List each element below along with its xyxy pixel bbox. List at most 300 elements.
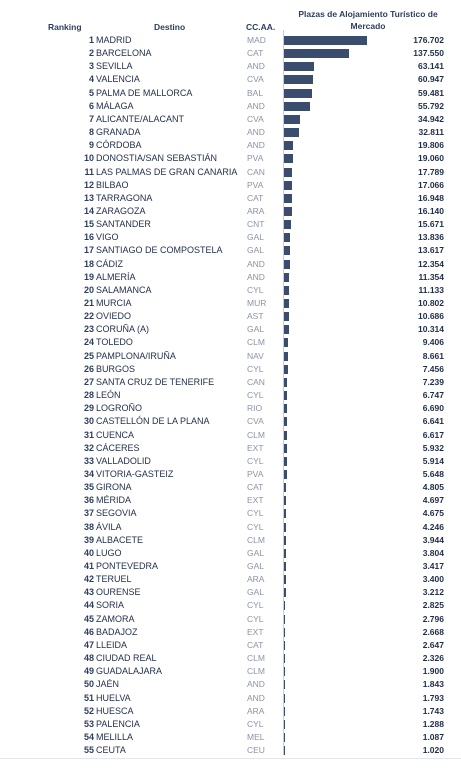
- value-label: 3.400: [422, 574, 444, 585]
- destination-label: BARCELONA: [96, 48, 152, 59]
- destination-label: SORIA: [96, 600, 125, 611]
- table-row: [0, 258, 461, 271]
- value-label: 63.141: [418, 61, 444, 72]
- bar-mark: [284, 746, 285, 755]
- rank-label: 22: [83, 311, 94, 322]
- rank-label: 29: [83, 403, 94, 414]
- value-label: 3.212: [422, 587, 444, 598]
- destination-label: LEÓN: [96, 390, 121, 401]
- rank-label: 52: [83, 705, 94, 716]
- table-row: [0, 429, 461, 442]
- rank-label: 38: [83, 521, 94, 532]
- destination-label: VIGO: [96, 232, 119, 243]
- destination-label: MURCIA: [96, 298, 132, 308]
- destination-label: ZAMORA: [96, 613, 135, 624]
- table-row: [0, 350, 461, 363]
- region-label: CYL: [247, 390, 264, 401]
- region-label: ARA: [247, 705, 265, 716]
- table-row: [0, 599, 461, 612]
- header-ranking: Ranking: [48, 22, 82, 32]
- value-label: 4.697: [422, 495, 444, 506]
- table-row: [0, 652, 461, 665]
- bar-mark: [284, 141, 293, 150]
- rank-label: 17: [83, 245, 94, 256]
- bar-mark: [284, 654, 285, 663]
- region-label: CAT: [247, 639, 264, 650]
- region-label: BAL: [247, 87, 264, 98]
- bar-mark: [284, 680, 285, 689]
- region-label: EXT: [247, 626, 264, 637]
- value-label: 1.087: [422, 731, 444, 742]
- table-row: [0, 376, 461, 389]
- table-row: [0, 139, 461, 152]
- table-row: [0, 47, 461, 60]
- bar-mark: [284, 352, 288, 361]
- table-row: [0, 639, 461, 652]
- rank-label: 18: [83, 258, 94, 269]
- region-label: CVA: [247, 113, 264, 124]
- value-label: 1.743: [422, 705, 444, 716]
- region-label: CLM: [247, 666, 265, 677]
- value-label: 13.836: [418, 232, 444, 243]
- value-label: 1.020: [422, 745, 444, 756]
- rank-label: 37: [83, 508, 94, 519]
- bar-mark: [284, 431, 287, 440]
- table-row: [0, 152, 461, 165]
- rank-label: 54: [83, 731, 94, 742]
- bar-mark: [284, 36, 367, 45]
- bar-mark: [284, 615, 285, 624]
- rank-label: 44: [83, 600, 94, 611]
- value-label: 34.942: [418, 113, 444, 124]
- rank-label: 5: [88, 87, 94, 98]
- value-label: 1.843: [422, 679, 444, 690]
- destination-label: VITORIA-GASTEIZ: [96, 468, 174, 479]
- value-label: 3.944: [422, 534, 444, 545]
- region-label: RIO: [247, 403, 263, 414]
- rank-label: 48: [83, 653, 94, 664]
- bar-mark: [284, 168, 292, 177]
- destination-label: TOLEDO: [96, 337, 133, 348]
- region-label: CLM: [247, 337, 265, 348]
- rank-label: 13: [83, 192, 94, 203]
- region-label: PVA: [247, 153, 264, 164]
- bar-mark: [284, 62, 314, 71]
- table-row: [0, 60, 461, 73]
- destination-label: ZARAGOZA: [96, 205, 146, 216]
- bar-mark: [284, 601, 285, 610]
- header-plazas-line2: Mercado: [350, 21, 386, 31]
- rank-label: 40: [83, 547, 94, 558]
- value-label: 16.140: [418, 205, 444, 216]
- region-label: AND: [247, 692, 265, 703]
- region-label: GAL: [247, 324, 265, 335]
- table-row: [0, 297, 461, 310]
- value-label: 4.805: [422, 482, 444, 493]
- table-row: [0, 692, 461, 705]
- table-row: [0, 573, 461, 586]
- value-label: 1.288: [422, 718, 444, 729]
- bar-mark: [284, 365, 288, 374]
- rank-label: 21: [83, 298, 94, 308]
- rank-label: 27: [83, 376, 94, 387]
- destination-label: CASTELLÓN DE LA PLANA: [96, 416, 210, 427]
- region-label: AND: [247, 258, 265, 269]
- destination-label: TERUEL: [96, 574, 132, 585]
- destination-label: ÁVILA: [96, 521, 122, 532]
- destination-label: OURENSE: [96, 587, 141, 598]
- destination-label: ALBACETE: [96, 534, 144, 545]
- rank-label: 45: [83, 613, 94, 624]
- rank-label: 1: [88, 35, 94, 45]
- value-label: 32.811: [418, 127, 444, 138]
- table-row: [0, 284, 461, 297]
- region-label: MEL: [247, 731, 265, 742]
- destination-label: ALMERÍA: [96, 271, 136, 282]
- table-row: [0, 481, 461, 494]
- rank-label: 12: [83, 179, 94, 190]
- bar-mark: [284, 457, 287, 466]
- destination-label: SEGOVIA: [96, 508, 137, 519]
- destination-label: PALMA DE MALLORCA: [96, 87, 193, 98]
- region-label: CAT: [247, 192, 264, 203]
- bar-mark: [284, 575, 286, 584]
- region-label: ARA: [247, 574, 265, 585]
- rank-label: 51: [83, 692, 94, 703]
- region-label: AST: [247, 311, 264, 322]
- value-label: 3.804: [422, 547, 444, 558]
- region-label: CYL: [247, 613, 264, 624]
- value-label: 10.686: [418, 311, 444, 322]
- table-row: [0, 271, 461, 284]
- value-label: 7.239: [422, 376, 444, 387]
- rank-label: 53: [83, 718, 94, 729]
- bar-mark: [284, 720, 285, 729]
- bar-mark: [284, 115, 300, 124]
- destination-label: MÁLAGA: [96, 100, 134, 111]
- destination-label: GRANADA: [96, 127, 141, 138]
- value-label: 11.133: [418, 284, 444, 295]
- region-label: MAD: [247, 35, 266, 45]
- region-label: CYL: [247, 521, 264, 532]
- region-label: CLM: [247, 534, 265, 545]
- value-label: 2.647: [422, 639, 444, 650]
- rank-label: 47: [83, 639, 94, 650]
- rank-label: 26: [83, 363, 94, 374]
- rank-label: 6: [88, 100, 94, 111]
- destination-label: MELILLA: [96, 731, 134, 742]
- region-label: CAT: [247, 482, 264, 493]
- rank-label: 41: [83, 561, 94, 571]
- table-row: [0, 87, 461, 100]
- region-label: AND: [247, 61, 265, 72]
- destination-label: CIUDAD REAL: [96, 653, 157, 664]
- bar-mark: [284, 220, 291, 229]
- destination-label: JAÉN: [96, 679, 120, 690]
- value-label: 6.747: [422, 390, 444, 401]
- value-label: 13.617: [418, 245, 444, 256]
- table-row: [0, 744, 461, 757]
- value-label: 2.668: [422, 626, 444, 637]
- rank-label: 23: [83, 324, 94, 335]
- value-label: 2.825: [422, 600, 444, 611]
- rank-label: 50: [83, 679, 94, 690]
- region-label: GAL: [247, 547, 265, 558]
- destination-label: VALLADOLID: [96, 455, 151, 466]
- bar-mark: [284, 417, 287, 426]
- region-label: CYL: [247, 363, 264, 374]
- region-label: GAL: [247, 561, 265, 571]
- table-row: [0, 626, 461, 639]
- bar-mark: [284, 588, 286, 597]
- bar-mark: [284, 509, 286, 518]
- value-label: 4.246: [422, 521, 444, 532]
- table-row: [0, 73, 461, 86]
- region-label: GAL: [247, 245, 265, 256]
- destination-label: MADRID: [96, 35, 132, 45]
- region-label: NAV: [247, 350, 264, 361]
- destination-label: GIRONA: [96, 482, 132, 493]
- destination-label: LUGO: [96, 547, 122, 558]
- bar-mark: [284, 89, 312, 98]
- region-label: CAN: [247, 166, 265, 177]
- region-label: PVA: [247, 179, 264, 190]
- table-row: [0, 363, 461, 376]
- bar-mark: [284, 102, 310, 111]
- table-row: [0, 310, 461, 323]
- value-label: 9.406: [422, 337, 444, 348]
- value-label: 16.948: [418, 192, 444, 203]
- destination-label: CÓRDOBA: [96, 140, 142, 151]
- region-label: CLM: [247, 429, 265, 440]
- rank-label: 4: [88, 74, 94, 85]
- bar-mark: [284, 562, 286, 571]
- table-row: [0, 468, 461, 481]
- value-label: 5.648: [422, 468, 444, 479]
- region-label: ARA: [247, 205, 265, 216]
- table-row: [0, 113, 461, 126]
- value-label: 5.932: [422, 442, 444, 453]
- table-row: [0, 718, 461, 731]
- region-label: GAL: [247, 587, 265, 598]
- bar-mark: [284, 667, 285, 676]
- region-label: CEU: [247, 745, 265, 756]
- rank-label: 46: [83, 626, 94, 637]
- bar-mark: [284, 207, 292, 216]
- value-label: 7.456: [422, 363, 444, 374]
- destination-label: CÁDIZ: [96, 258, 123, 269]
- region-label: CYL: [247, 718, 264, 729]
- bar-mark: [284, 325, 289, 334]
- rank-label: 10: [83, 153, 94, 164]
- bar-mark: [284, 338, 288, 347]
- bar-mark: [284, 312, 289, 321]
- region-label: AND: [247, 100, 265, 111]
- table-row: [0, 613, 461, 626]
- bar-mark: [284, 470, 287, 479]
- destination-label: PONTEVEDRA: [96, 561, 159, 571]
- bar-mark: [284, 707, 285, 716]
- region-label: CVA: [247, 74, 264, 85]
- value-label: 17.789: [418, 166, 444, 177]
- value-label: 1.900: [422, 666, 444, 677]
- table-row: [0, 244, 461, 257]
- table-row: [0, 586, 461, 599]
- region-label: AND: [247, 140, 265, 151]
- region-label: CYL: [247, 600, 264, 611]
- rank-label: 42: [83, 574, 94, 585]
- region-label: GAL: [247, 232, 265, 243]
- value-label: 8.661: [422, 350, 444, 361]
- rank-label: 31: [83, 429, 94, 440]
- destination-label: MÉRIDA: [96, 495, 132, 506]
- table-row: [0, 389, 461, 402]
- header-ccaa: CC.AA.: [246, 22, 276, 32]
- rank-label: 39: [83, 534, 94, 545]
- rank-label: 9: [88, 140, 94, 151]
- bar-mark: [284, 483, 286, 492]
- destination-label: SANTA CRUZ DE TENERIFE: [96, 376, 215, 387]
- destination-label: OVIEDO: [96, 311, 132, 322]
- table-row: [0, 665, 461, 678]
- destination-label: PAMPLONA/IRUÑA: [96, 350, 176, 361]
- region-label: AND: [247, 679, 265, 690]
- value-label: 1.793: [422, 692, 444, 703]
- destination-label: PALENCIA: [96, 718, 140, 729]
- table-row: [0, 126, 461, 139]
- value-label: 10.802: [418, 298, 444, 308]
- rank-label: 7: [88, 113, 94, 124]
- region-label: CAT: [247, 48, 264, 59]
- rank-label: 3: [88, 61, 94, 72]
- bar-mark: [284, 549, 286, 558]
- bar-mark: [284, 404, 287, 413]
- value-label: 17.066: [418, 179, 444, 190]
- value-label: 15.671: [418, 219, 444, 230]
- region-label: CYL: [247, 508, 264, 519]
- value-label: 6.617: [422, 429, 444, 440]
- table-row: [0, 323, 461, 336]
- region-label: CYL: [247, 284, 264, 295]
- destination-label: SANTANDER: [96, 219, 151, 230]
- region-label: CYL: [247, 455, 264, 466]
- bar-mark: [284, 181, 292, 190]
- bar-mark: [284, 128, 299, 137]
- table-row: [0, 455, 461, 468]
- header-plazas-line1: Plazas de Alojamiento Turístico de: [298, 9, 438, 19]
- value-label: 137.550: [413, 48, 444, 59]
- value-label: 176.702: [413, 35, 444, 45]
- destination-label: ALICANTE/ALACANT: [96, 113, 185, 124]
- header-destino: Destino: [154, 22, 186, 32]
- destination-label: LOGROÑO: [96, 403, 143, 414]
- region-label: MUR: [247, 298, 267, 308]
- table-row: [0, 402, 461, 415]
- rank-label: 15: [83, 219, 94, 230]
- rank-label: 49: [83, 666, 94, 677]
- region-label: CVA: [247, 416, 264, 427]
- table-row: [0, 705, 461, 718]
- bar-mark: [284, 286, 289, 295]
- bar-mark: [284, 233, 290, 242]
- bar-mark: [284, 523, 286, 532]
- region-label: EXT: [247, 495, 264, 506]
- rank-label: 20: [83, 284, 94, 295]
- table-row: [0, 442, 461, 455]
- value-label: 19.060: [418, 153, 444, 164]
- destination-label: BURGOS: [96, 363, 136, 374]
- bar-mark: [284, 299, 289, 308]
- destination-label: SANTIAGO DE COMPOSTELA: [96, 245, 223, 256]
- rank-label: 35: [83, 482, 94, 493]
- bar-mark: [284, 496, 286, 505]
- value-label: 19.806: [418, 140, 444, 151]
- region-label: CLM: [247, 653, 265, 664]
- table-row: [0, 231, 461, 244]
- destination-label: TARRAGONA: [96, 192, 153, 203]
- region-label: AND: [247, 271, 265, 282]
- rank-label: 30: [83, 416, 94, 427]
- table-row: [0, 678, 461, 691]
- table-row: [0, 192, 461, 205]
- rank-label: 43: [83, 587, 94, 598]
- destination-label: CEUTA: [96, 745, 126, 756]
- value-label: 6.641: [422, 416, 444, 427]
- value-label: 55.792: [418, 100, 444, 111]
- destination-label: LLEIDA: [96, 639, 128, 650]
- rank-label: 14: [83, 205, 94, 216]
- value-label: 60.947: [418, 74, 444, 85]
- table-row: [0, 166, 461, 179]
- bar-mark: [284, 378, 287, 387]
- rank-label: 28: [83, 390, 94, 401]
- destination-label: CORUÑA (A): [96, 324, 150, 335]
- bar-mark: [284, 536, 286, 545]
- region-label: AND: [247, 127, 265, 138]
- table-row: [0, 34, 461, 47]
- value-label: 12.354: [418, 258, 444, 269]
- destination-label: GUADALAJARA: [96, 666, 163, 677]
- bar-mark: [284, 694, 285, 703]
- bar-mark: [284, 391, 287, 400]
- destination-label: DONOSTIA/SAN SEBASTIÁN: [96, 153, 218, 164]
- table-row: [0, 100, 461, 113]
- rank-label: 34: [83, 468, 94, 479]
- table-row: [0, 521, 461, 534]
- bar-mark: [284, 194, 292, 203]
- destination-label: SALAMANCA: [96, 284, 152, 295]
- table-row: [0, 218, 461, 231]
- bar-mark: [284, 260, 290, 269]
- region-label: EXT: [247, 442, 264, 453]
- destination-label: BILBAO: [96, 179, 129, 190]
- bar-mark: [284, 246, 290, 255]
- value-label: 3.417: [422, 561, 444, 571]
- rank-label: 24: [83, 337, 94, 348]
- table-row: [0, 415, 461, 428]
- rank-label: 55: [83, 745, 94, 756]
- table-row: [0, 507, 461, 520]
- rank-label: 16: [83, 232, 94, 243]
- value-label: 11.354: [418, 271, 444, 282]
- destination-label: HUESCA: [96, 705, 134, 716]
- bottom-divider: [0, 758, 461, 759]
- region-label: PVA: [247, 468, 264, 479]
- rank-label: 36: [83, 495, 94, 506]
- table-row: [0, 336, 461, 349]
- destination-label: SEVILLA: [96, 61, 133, 72]
- region-label: CAN: [247, 376, 265, 387]
